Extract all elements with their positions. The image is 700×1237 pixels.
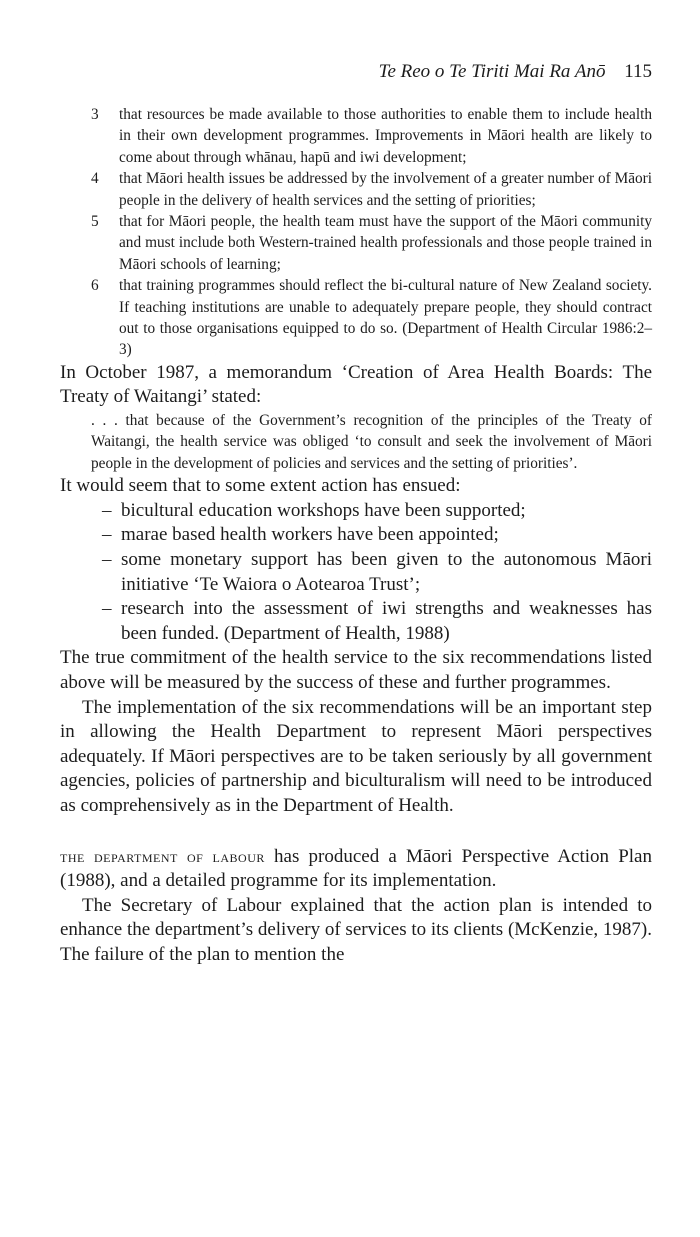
action-item (60, 597, 652, 646)
running-title: Te Reo o Te Tiriti Mai Ra Anō (378, 61, 606, 82)
recommendation-item (60, 168, 652, 211)
labour-paragraph-text: has produced a Māori Perspective Action Plan (1988), and a detailed programme for its implementation. (60, 845, 652, 892)
labour-paragraph (60, 845, 652, 894)
book-page (60, 58, 652, 968)
recommendation-number: 5 (91, 213, 99, 231)
labour-section-lead: the department of labour (60, 846, 265, 866)
recommendation-number: 6 (91, 277, 99, 295)
dash-bullet: – (102, 549, 112, 571)
action-item (60, 548, 652, 597)
action-text: research into the assessment of iwi strengths and weaknesses has been funded. (Department of Health, 1988) (121, 598, 652, 644)
running-head (60, 58, 652, 86)
recommendation-number: 4 (91, 170, 99, 188)
action-list (60, 499, 652, 647)
memo-quote: . . . that because of the Government’s recognition of the principles of the Treaty of Waitangi, the health service was obliged ‘to consult and seek the involvement of Māori people in the development of policies and services and the setting of priorities’. (91, 412, 652, 472)
page-number: 115 (624, 61, 652, 82)
recommendation-text: that Māori health issues be addressed by the involvement of a greater number of Māori people in the delivery of health services and the setting of priorities; (119, 170, 652, 209)
recommendation-item (60, 275, 652, 361)
recommendation-text: that resources be made available to those authorities to enable them to include health in their own development programmes. Improvements in Māori health are likely to come about through whānau, hapū and iwi development; (119, 106, 652, 166)
recommendation-number: 3 (91, 106, 99, 123)
action-item (60, 499, 652, 524)
secretary-paragraph: The Secretary of Labour explained that the action plan is intended to enhance the department’s delivery of services to its clients (McKenzie, 1987). The failure of the plan to mention the (60, 894, 652, 965)
recommendation-text: that training programmes should reflect the bi-cultural nature of New Zealand society. If teaching institutions are unable to adequately prepare people, they should contract out to those organisations equipped to do so. (Department of Health Circular 1986:2–3) (119, 277, 652, 359)
action-intro-paragraph: It would seem that to some extent action has ensued: (60, 475, 461, 497)
action-text: marae based health workers have been appointed; (121, 524, 499, 546)
implementation-paragraph: The implementation of the six recommendations will be an important step in allowing the Health Department to represent Māori perspectives adequately. If Māori perspectives are to be taken seriously by all government agencies, policies of partnership and biculturalism will need to be introduced as comprehensively as in the Department of Health. (60, 696, 652, 816)
dash-bullet: – (102, 524, 112, 546)
dash-bullet: – (102, 499, 112, 521)
section-break (60, 819, 652, 845)
recommendation-item (60, 104, 652, 168)
memo-intro-paragraph: In October 1987, a memorandum ‘Creation of Area Health Boards: The Treaty of Waitangi’ stated: (60, 361, 652, 408)
action-text: bicultural education workshops have been supported; (121, 499, 526, 521)
recommendation-item (60, 211, 652, 275)
dash-bullet: – (102, 598, 112, 620)
commitment-paragraph: The true commitment of the health service to the six recommendations listed above will be measured by the success of these and further programmes. (60, 647, 652, 694)
action-item (60, 523, 652, 548)
recommendation-text: that for Māori people, the health team must have the support of the Māori community and must include both Western-trained health professionals and those people trained in Māori schools of learning; (119, 213, 652, 273)
action-text: some monetary support has been given to the autonomous Māori initiative ‘Te Waiora o Aotearoa Trust’; (121, 549, 652, 595)
recommendation-list (60, 104, 652, 361)
